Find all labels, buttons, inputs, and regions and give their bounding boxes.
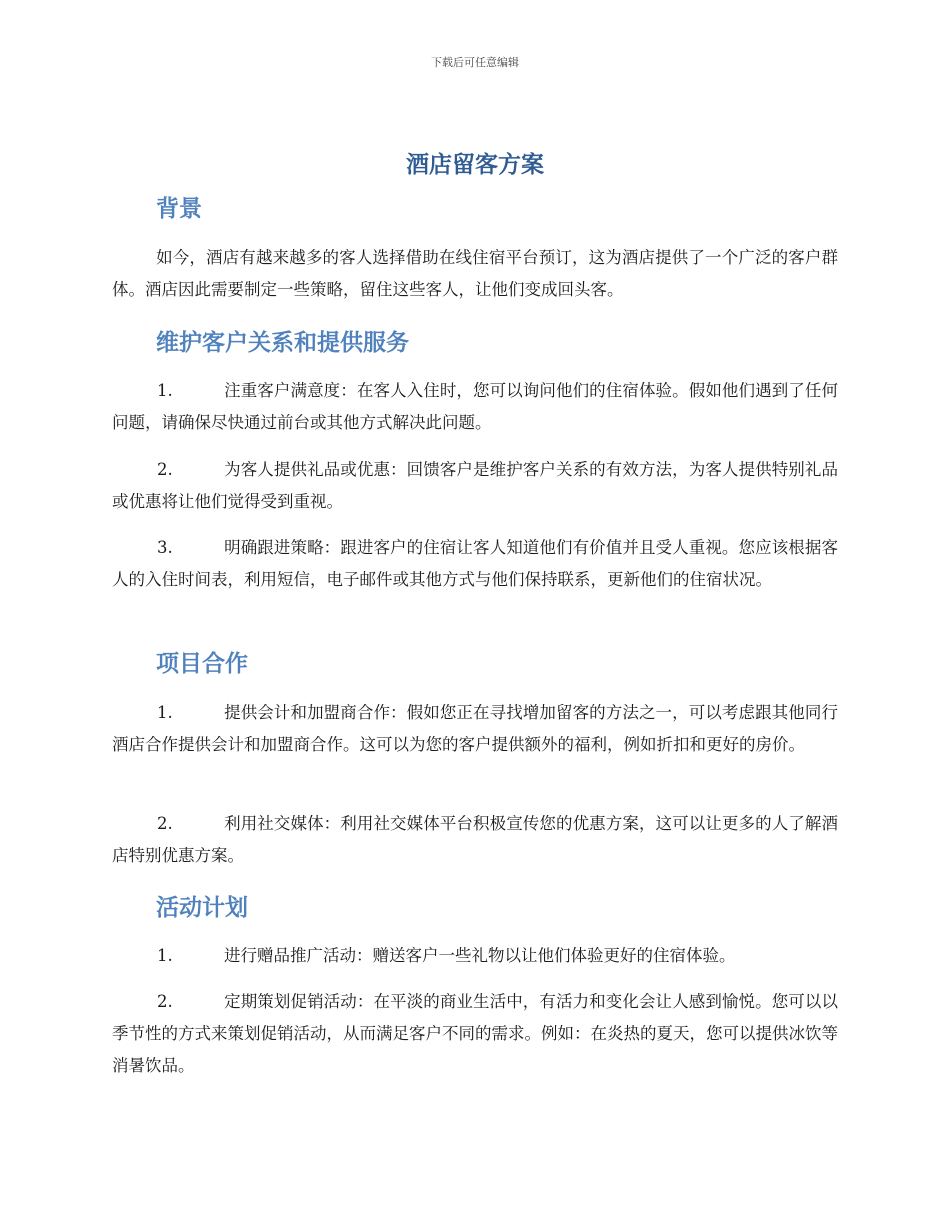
- list-item-number: 1.: [157, 381, 173, 400]
- list-item: [112, 454, 838, 518]
- section-heading-activity-plan: 活动计划: [156, 895, 248, 921]
- list-item-text: 为客人提供礼品或优惠：回馈客户是维护客户关系的有效方法，为客人提供特别礼品或优惠将让他们觉得受到重视。: [112, 460, 838, 511]
- list-item: [112, 940, 838, 972]
- section-heading-customer-relations: 维护客户关系和提供服务: [156, 330, 409, 356]
- list-item: [112, 532, 838, 596]
- list-item: [112, 697, 838, 761]
- background-paragraph: [112, 242, 838, 306]
- list-item-text: 提供会计和加盟商合作：假如您正在寻找增加留客的方法之一，可以考虑跟其他同行酒店合作提供会计和加盟商合作。这可以为您的客户提供额外的福利，例如折扣和更好的房价。: [112, 703, 838, 754]
- list-item-number: 2.: [157, 814, 173, 833]
- list-item-text: 利用社交媒体：利用社交媒体平台积极宣传您的优惠方案，这可以让更多的人了解酒店特别优惠方案。: [112, 814, 838, 865]
- header-note: 下载后可任意编辑: [431, 56, 519, 69]
- document-title: 酒店留客方案: [406, 152, 544, 178]
- list-item-text: 明确跟进策略：跟进客户的住宿让客人知道他们有价值并且受人重视。您应该根据客人的入住时间表，利用短信，电子邮件或其他方式与他们保持联系，更新他们的住宿状况。: [112, 538, 838, 589]
- section-heading-background: 背景: [156, 196, 202, 222]
- list-item-text: 注重客户满意度：在客人入住时，您可以询问他们的住宿体验。假如他们遇到了任何问题，请确保尽快通过前台或其他方式解决此问题。: [112, 381, 838, 432]
- section-heading-project-cooperation: 项目合作: [156, 651, 248, 677]
- background-text: 如今，酒店有越来越多的客人选择借助在线住宿平台预订，这为酒店提供了一个广泛的客户群体。酒店因此需要制定一些策略，留住这些客人，让他们变成回头客。: [112, 248, 838, 299]
- list-item-text: 进行赠品推广活动：赠送客户一些礼物以让他们体验更好的住宿体验。: [224, 946, 736, 965]
- list-item: [112, 986, 838, 1082]
- list-item-number: 2.: [157, 992, 173, 1011]
- list-item-number: 2.: [157, 460, 173, 479]
- list-item-number: 1.: [157, 703, 173, 722]
- list-item-number: 1.: [157, 946, 173, 965]
- list-item-number: 3.: [157, 538, 173, 557]
- list-item-text: 定期策划促销活动：在平淡的商业生活中，有活力和变化会让人感到愉悦。您可以以季节性的方式来策划促销活动，从而满足客户不同的需求。例如：在炎热的夏天，您可以提供冰饮等消暑饮品。: [112, 992, 838, 1075]
- list-item: [112, 375, 838, 439]
- list-item: [112, 808, 838, 872]
